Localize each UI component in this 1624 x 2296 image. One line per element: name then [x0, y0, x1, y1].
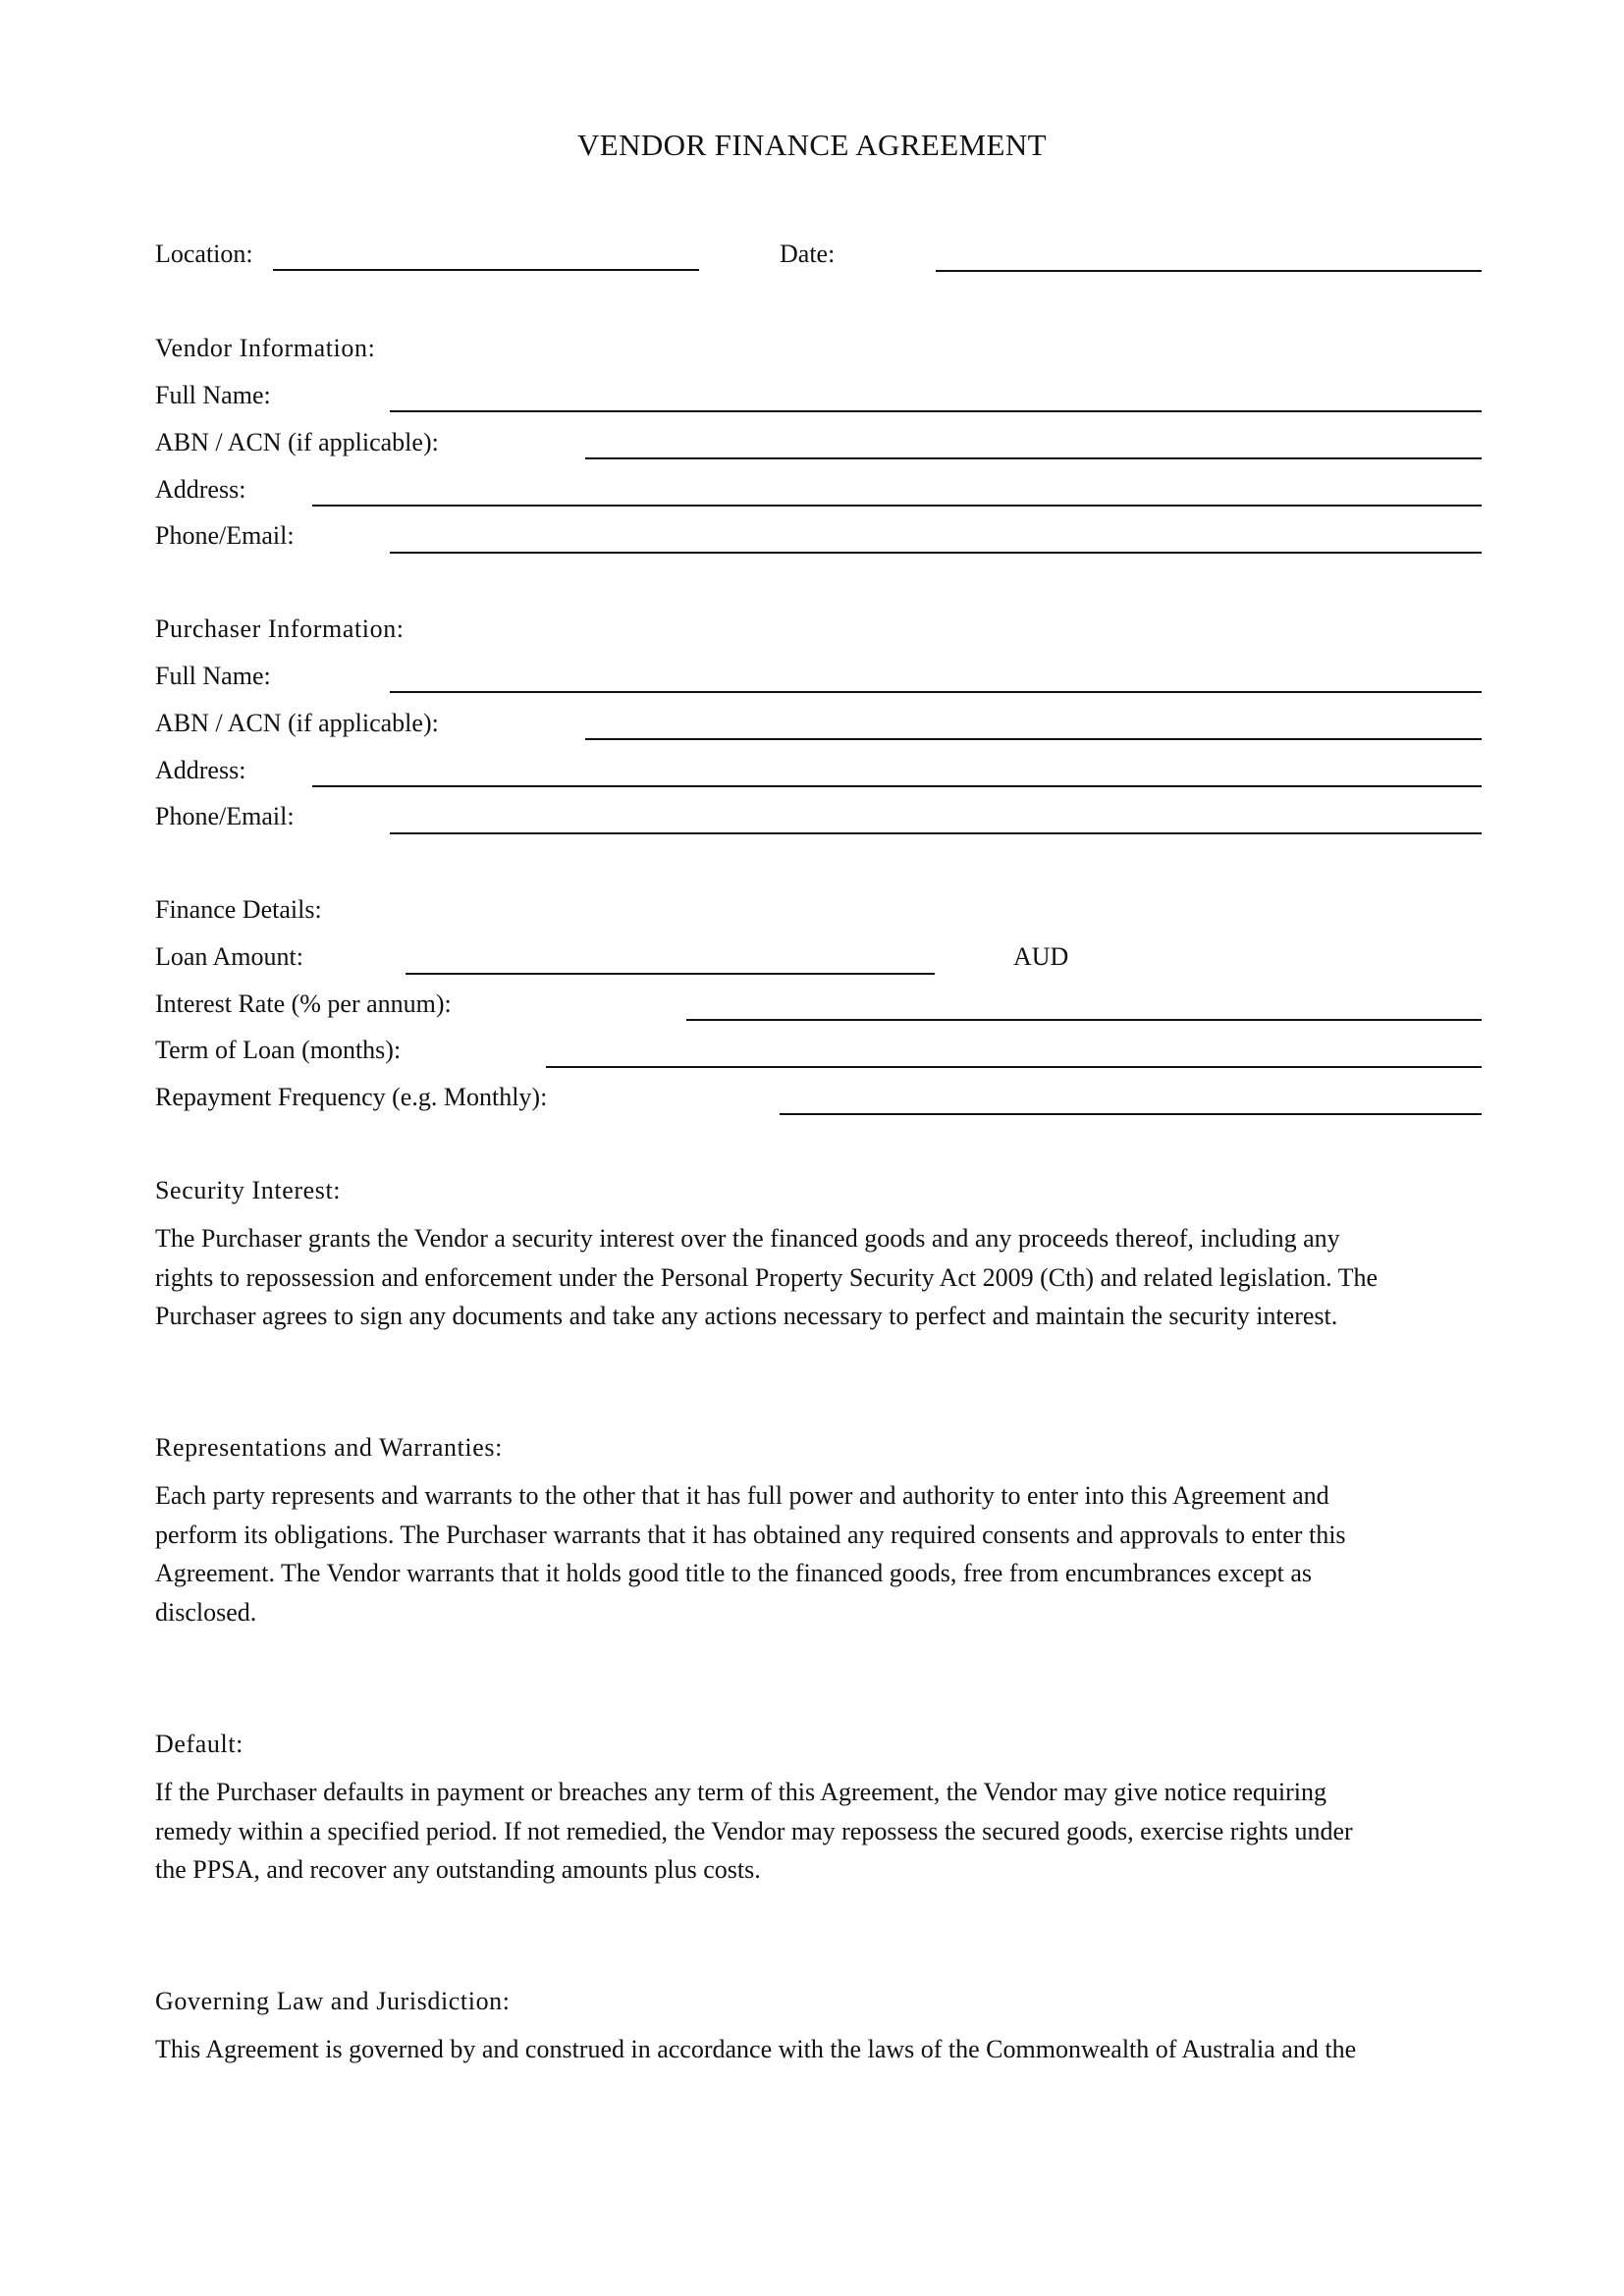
purchaser-abn-field[interactable] — [585, 738, 1482, 740]
finance-heading: Finance Details: — [155, 895, 322, 924]
security-line: Purchaser agrees to sign any documents and take any actions necessary to perfect and maintain the security interest. — [155, 1302, 1338, 1330]
representations-line: Agreement. The Vendor warrants that it holds good title to the financed goods, free from encumbrances except as — [155, 1559, 1313, 1587]
governing-heading: Governing Law and Jurisdiction: — [155, 1987, 511, 2015]
vendor-full-name-label: Full Name: — [155, 381, 271, 409]
loan-term-label: Term of Loan (months): — [155, 1036, 402, 1064]
vendor-heading: Vendor Information: — [155, 334, 376, 362]
vendor-phone-label: Phone/Email: — [155, 521, 295, 550]
vendor-phone-field[interactable] — [390, 552, 1482, 554]
default-paragraph — [155, 1773, 1490, 1890]
vendor-address-field[interactable] — [312, 505, 1482, 507]
repayment-frequency-label: Repayment Frequency (e.g. Monthly): — [155, 1083, 548, 1111]
representations-paragraph — [155, 1476, 1490, 1631]
vendor-address-label: Address: — [155, 475, 246, 504]
purchaser-phone-field[interactable] — [390, 832, 1482, 834]
loan-amount-label: Loan Amount: — [155, 942, 303, 971]
loan-amount-field[interactable] — [406, 973, 935, 975]
vendor-abn-field[interactable] — [585, 457, 1482, 459]
vendor-abn-label: ABN / ACN (if applicable): — [155, 428, 439, 456]
representations-heading: Representations and Warranties: — [155, 1433, 503, 1462]
purchaser-heading: Purchaser Information: — [155, 614, 405, 643]
representations-line: disclosed. — [155, 1597, 257, 1627]
loan-currency: AUD — [1013, 942, 1069, 971]
governing-line: This Agreement is governed by and construed in accordance with the laws of the Commonwealth of Australia and the — [155, 2035, 1357, 2063]
interest-rate-label: Interest Rate (% per annum): — [155, 989, 452, 1018]
document-title: VENDOR FINANCE AGREEMENT — [576, 128, 1048, 162]
purchaser-phone-label: Phone/Email: — [155, 802, 295, 830]
default-heading: Default: — [155, 1730, 244, 1758]
loan-term-field[interactable] — [546, 1066, 1482, 1068]
purchaser-address-label: Address: — [155, 756, 246, 784]
vendor-full-name-field[interactable] — [390, 410, 1482, 412]
date-label: Date: — [780, 240, 836, 268]
representations-line: Each party represents and warrants to the other that it has full power and authority to enter into this Agreement and — [155, 1481, 1329, 1510]
interest-rate-field[interactable] — [686, 1019, 1482, 1021]
purchaser-address-field[interactable] — [312, 785, 1482, 787]
default-line: remedy within a specified period. If not remedied, the Vendor may repossess the secured goods, exercise rights under — [155, 1816, 1353, 1845]
security-heading: Security Interest: — [155, 1176, 342, 1204]
governing-paragraph — [155, 2030, 1490, 2069]
location-label: Location: — [155, 240, 253, 268]
location-field[interactable] — [273, 269, 699, 271]
default-line: If the Purchaser defaults in payment or breaches any term of this Agreement, the Vendor may give notice requiring — [155, 1778, 1326, 1806]
purchaser-full-name-label: Full Name: — [155, 662, 271, 690]
purchaser-full-name-field[interactable] — [390, 691, 1482, 693]
repayment-frequency-field[interactable] — [780, 1113, 1482, 1115]
security-line: The Purchaser grants the Vendor a security interest over the financed goods and any proceeds thereof, including any — [155, 1224, 1340, 1253]
representations-line: perform its obligations. The Purchaser warrants that it has obtained any required consents and approvals to enter this — [155, 1520, 1346, 1549]
security-paragraph — [155, 1219, 1490, 1336]
default-line: the PPSA, and recover any outstanding amounts plus costs. — [155, 1855, 761, 1884]
purchaser-abn-label: ABN / ACN (if applicable): — [155, 709, 439, 737]
security-line: rights to repossession and enforcement under the Personal Property Security Act 2009 (Cth) and related legislation. The — [155, 1262, 1379, 1292]
date-field[interactable] — [936, 270, 1482, 272]
